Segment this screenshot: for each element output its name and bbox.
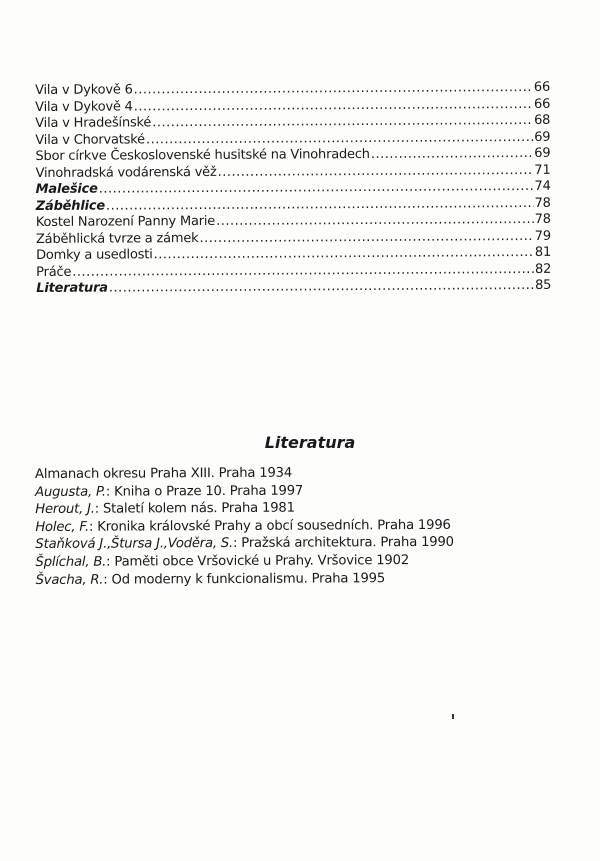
toc-entry-page: 69 (534, 145, 551, 161)
bibliography-entry (35, 482, 454, 502)
bibliography-list (35, 465, 454, 590)
toc-entry-page: 82 (534, 261, 552, 277)
toc-entry-page: 81 (534, 244, 552, 260)
bibliography-text: : Od moderny k funkcionalismu. Praha 1995 (103, 570, 386, 588)
toc-entry-page: 71 (534, 162, 551, 178)
toc-leader-dots (216, 212, 534, 229)
toc-entry-page: 68 (534, 112, 551, 128)
bibliography-author: Herout, J. (35, 501, 95, 518)
bibliography-entry (35, 500, 454, 520)
bibliography-author: Holec, F. (35, 519, 90, 535)
toc-leader-dots (154, 245, 534, 262)
toc-entry-title: Vinohradská vodárenská věž (35, 164, 217, 181)
toc-entry-page: 78 (534, 195, 551, 211)
bibliography-text: : Kronika královské Prahy a obcí sousedních. Praha 1996 (88, 517, 451, 535)
bibliography-author: Švacha, R. (35, 572, 104, 588)
bibliography-entry (35, 465, 454, 485)
bibliography-entry (35, 535, 454, 555)
toc-entry-title: Záběhlice (35, 198, 106, 214)
toc-leader-dots (199, 228, 533, 245)
toc-leader-dots (218, 162, 534, 179)
bibliography-author: Augusta, P. (35, 484, 106, 500)
toc-entry-page: 79 (534, 228, 551, 244)
toc-entry-title: Malešice (35, 181, 98, 197)
bibliography-author: Šplíchal, B. (35, 554, 107, 570)
toc-entry (36, 278, 551, 298)
bibliography-author: Staňková J.,Štursa J.,Voděra, S. (35, 536, 234, 553)
bibliography-text: Almanach okresu Praha XIII. Praha 1934 (35, 465, 293, 482)
bibliography-text: : Pražská architektura. Praha 1990 (233, 535, 454, 552)
toc-entry-title: Práče (36, 264, 72, 280)
bibliography-entry (35, 553, 454, 573)
toc-leader-dots (146, 129, 533, 146)
toc-entry-page: 66 (533, 79, 551, 95)
scan-speck (452, 714, 454, 719)
toc-leader-dots (134, 96, 533, 113)
toc-entry-title: Kostel Narození Panny Marie (35, 213, 216, 230)
toc-entry-title: Sbor církve Československé husitské na Vinohradech (35, 146, 370, 164)
toc-entry-title: Literatura (36, 280, 108, 296)
toc-entry-title: Domky a usedlosti (36, 247, 153, 263)
toc-leader-dots (106, 195, 534, 213)
toc-entry-page: 69 (534, 129, 551, 145)
toc-leader-dots (99, 179, 534, 197)
toc-entry-title: Vila v Chorvatské (35, 131, 145, 148)
toc-leader-dots (134, 80, 533, 97)
bibliography-text: : Kniha o Praze 10. Praha 1997 (105, 483, 304, 500)
toc-leader-dots (152, 113, 533, 130)
literature-heading: Literatura (264, 433, 356, 452)
bibliography-entry (36, 570, 455, 590)
table-of-contents (35, 80, 551, 298)
toc-entry-page: 66 (533, 96, 551, 112)
toc-entry-page: 74 (534, 178, 551, 194)
toc-entry-title: Záběhlická tvrze a zámek (35, 230, 199, 247)
toc-leader-dots (72, 261, 534, 279)
toc-entry-page: 85 (535, 277, 552, 293)
toc-entry-page: 78 (534, 211, 551, 227)
toc-leader-dots (109, 278, 534, 296)
toc-entry-title: Vila v Hradešínské (35, 115, 152, 131)
bibliography-text: : Staletí kolem nás. Praha 1981 (94, 500, 295, 517)
toc-entry-title: Vila v Dykově 4 (35, 98, 133, 115)
toc-leader-dots (371, 146, 534, 162)
bibliography-text: : Paměti obce Vršovické u Prahy. Vršovice 1902 (106, 553, 410, 570)
toc-entry-title: Vila v Dykově 6 (35, 82, 133, 98)
